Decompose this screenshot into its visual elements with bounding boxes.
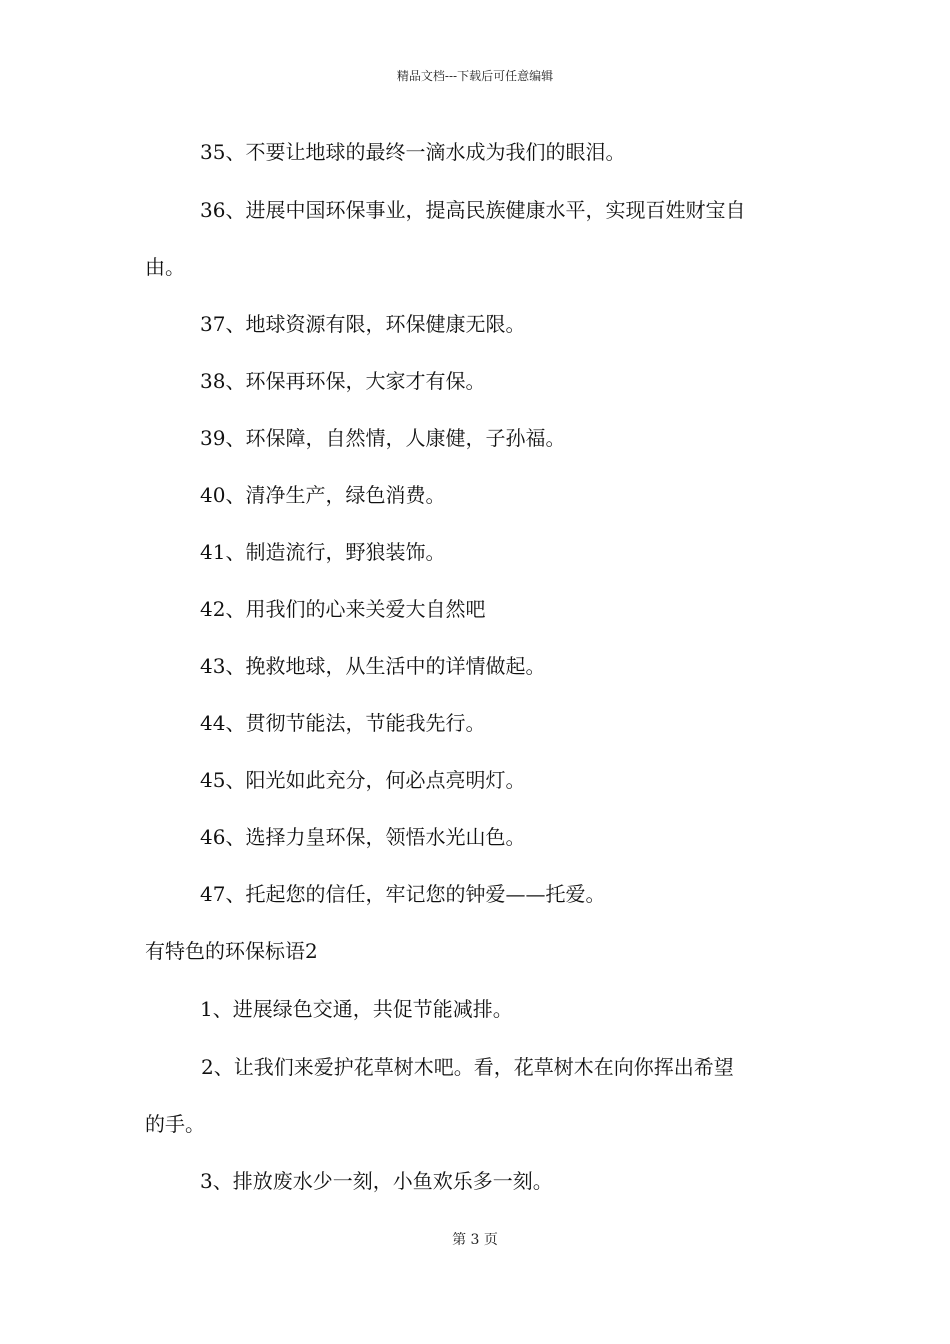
- slogan-36: 36、进展中国环保事业，提高民族健康水平，实现百姓财宝自: [200, 198, 746, 222]
- slogan-2-1: 1、进展绿色交通，共促节能减排。: [200, 997, 513, 1021]
- slogan-40: 40、清净生产，绿色消费。: [200, 483, 446, 507]
- page-number: 第 3 页: [452, 1232, 498, 1248]
- slogan-43: 43、挽救地球，从生活中的详情做起。: [200, 654, 546, 678]
- slogan-46: 46、选择力皇环保，领悟水光山色。: [200, 825, 526, 849]
- slogan-41: 41、制造流行，野狼装饰。: [200, 540, 446, 564]
- slogan-44: 44、贯彻节能法，节能我先行。: [200, 711, 486, 735]
- slogan-2-2-continued: 的手。: [145, 1112, 205, 1136]
- slogan-2-3: 3、排放废水少一刻，小鱼欢乐多一刻。: [200, 1169, 553, 1193]
- slogan-38: 38、环保再环保，大家才有保。: [200, 369, 486, 393]
- slogan-36-continued: 由。: [145, 255, 185, 279]
- slogan-37: 37、地球资源有限，环保健康无限。: [200, 312, 526, 336]
- slogan-42: 42、用我们的心来关爱大自然吧: [200, 597, 486, 621]
- slogan-47: 47、托起您的信任，牢记您的钟爱——托爱。: [200, 882, 606, 906]
- section-heading: 有特色的环保标语2: [145, 939, 318, 963]
- page-header: 精品文档---下载后可任意编辑: [396, 69, 554, 83]
- slogan-2-2: 2、让我们来爱护花草树木吧。看，花草树木在向你挥出希望: [201, 1055, 734, 1079]
- slogan-45: 45、阳光如此充分，何必点亮明灯。: [200, 768, 526, 792]
- slogan-39: 39、环保障，自然情，人康健，子孙福。: [200, 426, 566, 450]
- slogan-35: 35、不要让地球的最终一滴水成为我们的眼泪。: [200, 140, 626, 164]
